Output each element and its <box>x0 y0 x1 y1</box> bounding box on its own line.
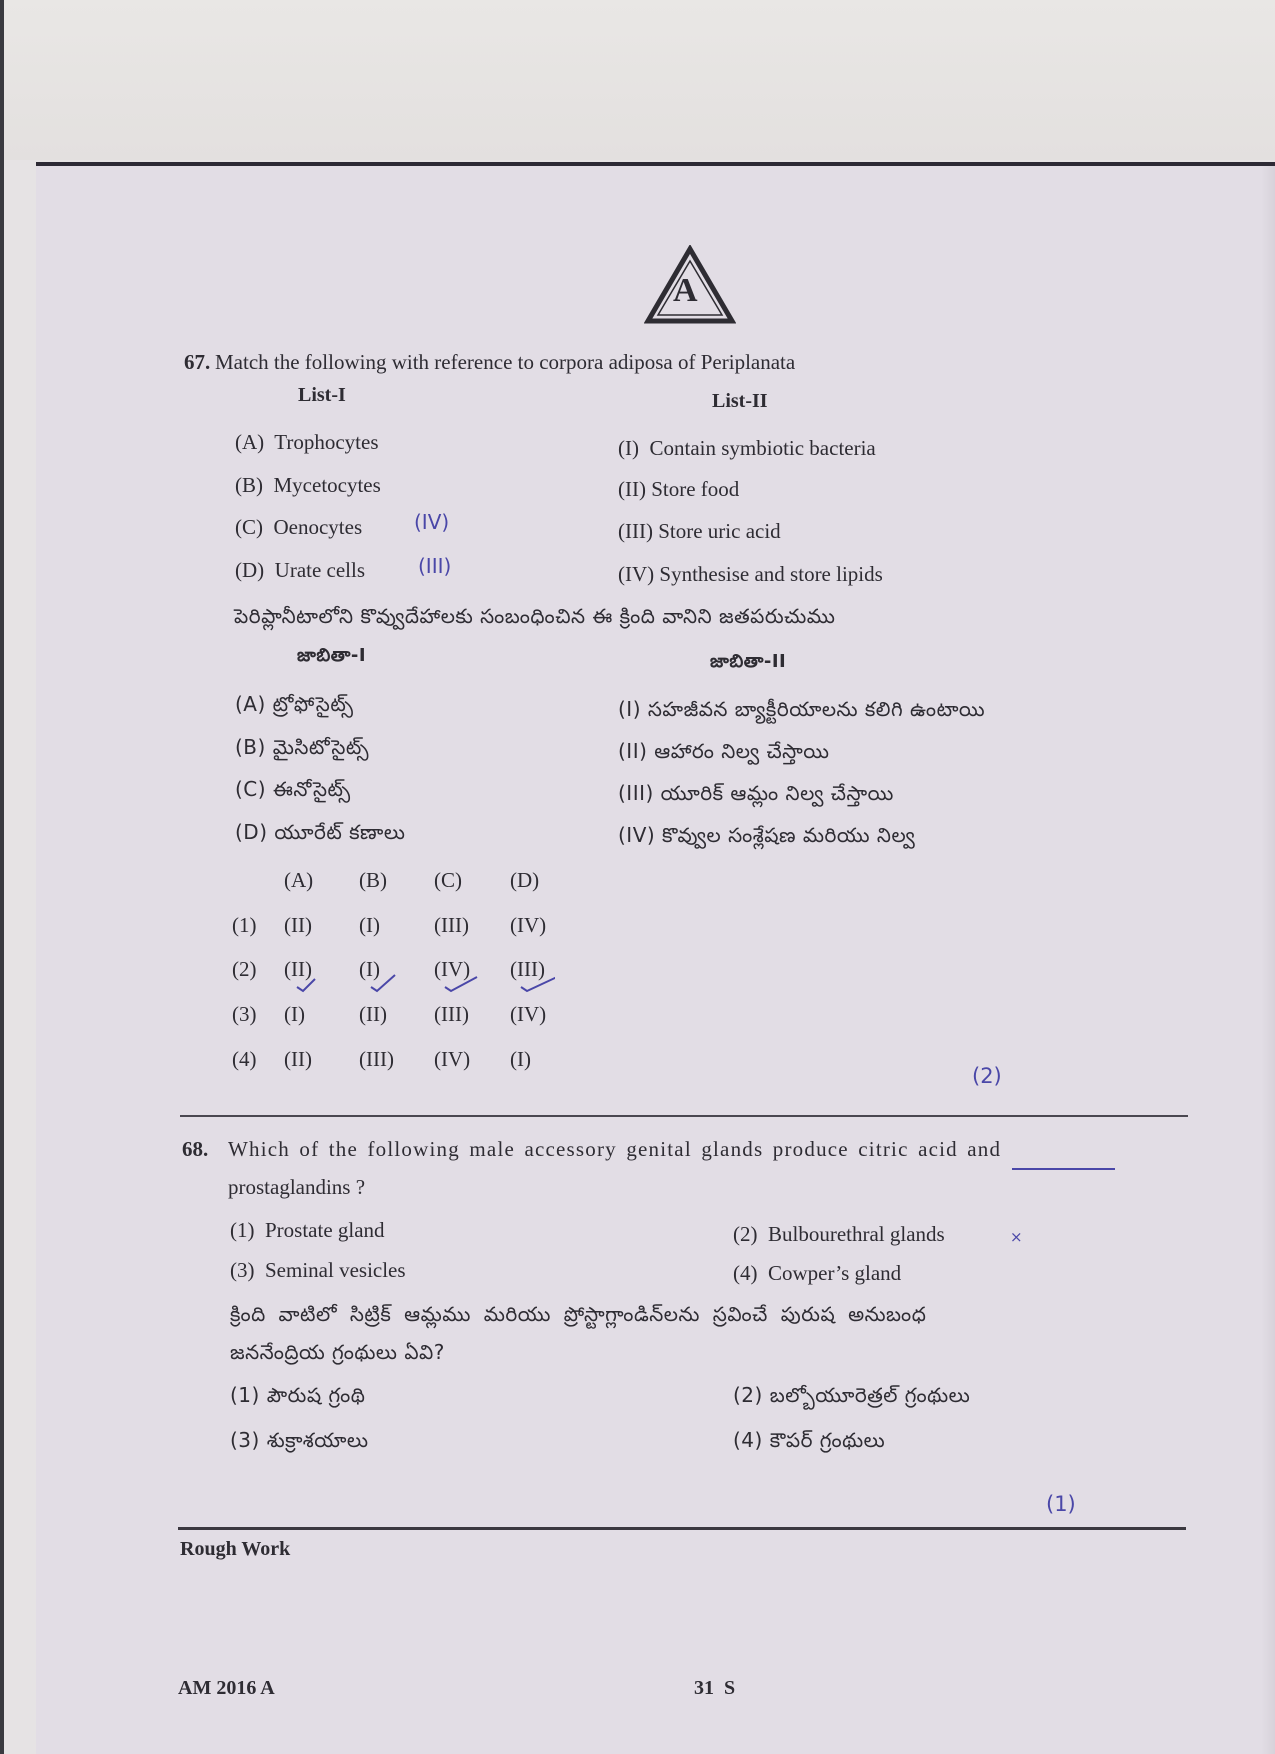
list1-item <box>235 430 379 455</box>
option-item[interactable] <box>733 1222 945 1247</box>
telugu-list1-item <box>235 692 354 721</box>
page-shadow <box>1261 166 1275 1754</box>
grid-header: (B) <box>359 868 387 892</box>
telugu-option-item <box>230 1383 365 1412</box>
item-text: Urate cells <box>274 558 366 582</box>
item-key: (D) <box>235 820 268 844</box>
scan-edge <box>0 0 4 1754</box>
telugu-option-item <box>733 1428 885 1457</box>
question-divider <box>180 1115 1188 1117</box>
item-key: (II) <box>618 477 646 501</box>
option-number[interactable]: (1) <box>232 913 257 937</box>
rough-work-label: Rough Work <box>180 1538 291 1560</box>
option-text: బల్బోయూరెత్రల్ గ్రంథులు <box>769 1383 971 1407</box>
item-key: (A) <box>235 692 266 716</box>
item-key: (C) <box>235 515 263 539</box>
telugu-list2-item <box>618 781 894 810</box>
telugu-list2-item <box>618 739 830 768</box>
option-number: (1) <box>230 1218 255 1242</box>
item-text: కొవ్వుల సంశ్లేషణ మరియు నిల్వ <box>662 823 916 847</box>
item-text: యూరిక్ ఆమ్లం నిల్వ చేస్తాయి <box>660 781 894 805</box>
option-value: (IV) <box>510 1002 547 1026</box>
item-key: (C) <box>235 777 267 801</box>
item-key: (III) <box>618 781 654 805</box>
q68-handwritten-answer: (1) <box>1046 1492 1076 1516</box>
option-number: (3) <box>230 1258 255 1282</box>
item-text: సహజీవన బ్యాక్టీరియాలను కలిగి ఉంటాయి <box>647 697 986 721</box>
rough-work-divider <box>178 1527 1186 1530</box>
q67-number: 67. <box>184 350 211 374</box>
item-key: (II) <box>618 739 648 763</box>
item-text: ట్రోఫోసైట్స్ <box>272 692 354 716</box>
item-key: (B) <box>235 735 266 759</box>
cross-mark-icon: × <box>1010 1228 1023 1246</box>
option-value: (IV) <box>434 957 471 981</box>
q67-telugu-question: పెరిప్లానీటాలోని కొవ్వుదేహాలకు సంబంధించిన ఈ క్రింది వానిని జతపరుచుము <box>234 604 836 628</box>
option-text: పౌరుష గ్రంథి <box>266 1383 366 1407</box>
option-value: (I) <box>359 957 380 981</box>
q68-question-line2: prostaglandins ? <box>228 1175 366 1199</box>
item-key: (III) <box>618 519 653 543</box>
option-value: (II) <box>284 913 312 937</box>
option-number[interactable]: (4) <box>232 1047 257 1071</box>
option-value: (IV) <box>434 1047 471 1071</box>
item-text: Trophocytes <box>274 430 379 454</box>
option-value: (II) <box>359 1002 387 1026</box>
handwritten-underline <box>1012 1168 1115 1170</box>
option-value: (II) <box>284 1047 312 1071</box>
option-text: శుక్రాశయాలు <box>266 1428 369 1452</box>
option-value: (I) <box>284 1002 305 1026</box>
telugu-list1-item <box>235 735 369 764</box>
tick-marks-icon <box>295 965 555 995</box>
option-number: (3) <box>230 1428 260 1452</box>
option-text: Bulbourethral glands <box>768 1222 945 1246</box>
q67-handwritten-answer: (2) <box>972 1064 1002 1088</box>
telugu-list2-header: జాబితా-II <box>710 651 787 672</box>
telugu-list1-header: జాబితా-I <box>297 645 367 666</box>
list2-item <box>618 436 876 461</box>
option-item[interactable] <box>230 1218 385 1243</box>
option-value: (IV) <box>510 913 547 937</box>
list1-item <box>235 515 362 540</box>
q68-telugu-line2: జననేంద్రియ గ్రంథులు ఏవి? <box>230 1340 445 1364</box>
option-number[interactable]: (3) <box>232 1002 257 1026</box>
list2-item <box>618 477 739 502</box>
item-text: Mycetocytes <box>273 473 381 497</box>
option-text: Cowper’s gland <box>768 1261 902 1285</box>
list1-header: List-I <box>298 384 346 406</box>
item-key: (IV) <box>618 562 655 586</box>
item-text: Store food <box>651 477 740 501</box>
item-key: (B) <box>235 473 263 497</box>
list1-item <box>235 558 365 583</box>
item-key: (D) <box>235 558 265 582</box>
option-value: (I) <box>359 913 380 937</box>
handwritten-note-c: (IV) <box>414 510 450 534</box>
item-key: (I) <box>618 697 642 721</box>
item-key: (A) <box>235 430 265 454</box>
set-letter: A <box>673 272 698 309</box>
page-number: 31 S <box>694 1677 736 1699</box>
option-number: (2) <box>733 1383 763 1407</box>
option-number: (4) <box>733 1428 763 1452</box>
list1-item <box>235 473 381 498</box>
list2-item <box>618 562 883 587</box>
grid-header: (A) <box>284 868 314 892</box>
telugu-list1-item <box>235 820 405 849</box>
telugu-list1-item <box>235 777 351 806</box>
handwritten-note-d: (III) <box>418 554 452 578</box>
item-text: మైసిటోసైట్స్ <box>272 735 370 759</box>
item-text: ఆహారం నిల్వ చేస్తాయి <box>654 739 830 763</box>
exam-page <box>36 162 1275 1754</box>
q68-question-line1: Which of the following male accessory genital glands produce citric acid and <box>228 1137 1002 1161</box>
q67-question: Match the following with reference to corpora adiposa of Periplanata <box>215 350 796 374</box>
list2-item <box>618 519 781 544</box>
option-value: (III) <box>359 1047 394 1071</box>
item-key: (I) <box>618 436 639 460</box>
telugu-option-item <box>230 1428 369 1457</box>
item-text: ఈనోసైట్స్ <box>272 777 351 801</box>
option-text: Seminal vesicles <box>265 1258 406 1282</box>
grid-header: (C) <box>434 868 462 892</box>
grid-header: (D) <box>510 868 540 892</box>
option-number[interactable]: (2) <box>232 957 257 981</box>
item-text: యూరేట్ కణాలు <box>274 820 406 844</box>
item-text: Store uric acid <box>658 519 781 543</box>
option-item[interactable] <box>230 1258 406 1283</box>
option-text: కౌపర్ గ్రంథులు <box>769 1428 886 1452</box>
option-number: (4) <box>733 1261 758 1285</box>
item-text: Oenocytes <box>273 515 363 539</box>
item-key: (IV) <box>618 823 656 847</box>
option-value: (III) <box>510 957 545 981</box>
item-text: Contain symbiotic bacteria <box>649 436 876 460</box>
paper-code: AM 2016 A <box>178 1677 275 1699</box>
telugu-list2-item <box>618 823 915 852</box>
telugu-list2-item <box>618 697 985 726</box>
q68-telugu-line1: క్రింది వాటిలో సిట్రిక్ ఆమ్లము మరియు ప్రోస్టాగ్లాండిన్‌లను స్రవించే పురుష అనుబంధ <box>230 1302 927 1326</box>
option-item[interactable] <box>733 1261 901 1286</box>
scan-background <box>0 0 1275 160</box>
option-value: (III) <box>434 1002 469 1026</box>
item-text: Synthesise and store lipids <box>659 562 883 586</box>
option-number: (1) <box>230 1383 260 1407</box>
q68-number: 68. <box>182 1137 209 1161</box>
list2-header: List-II <box>712 390 768 412</box>
telugu-option-item <box>733 1383 970 1412</box>
option-number: (2) <box>733 1222 758 1246</box>
option-value: (II) <box>284 957 312 981</box>
option-value: (III) <box>434 913 469 937</box>
option-text: Prostate gland <box>265 1218 385 1242</box>
option-value: (I) <box>510 1047 531 1071</box>
